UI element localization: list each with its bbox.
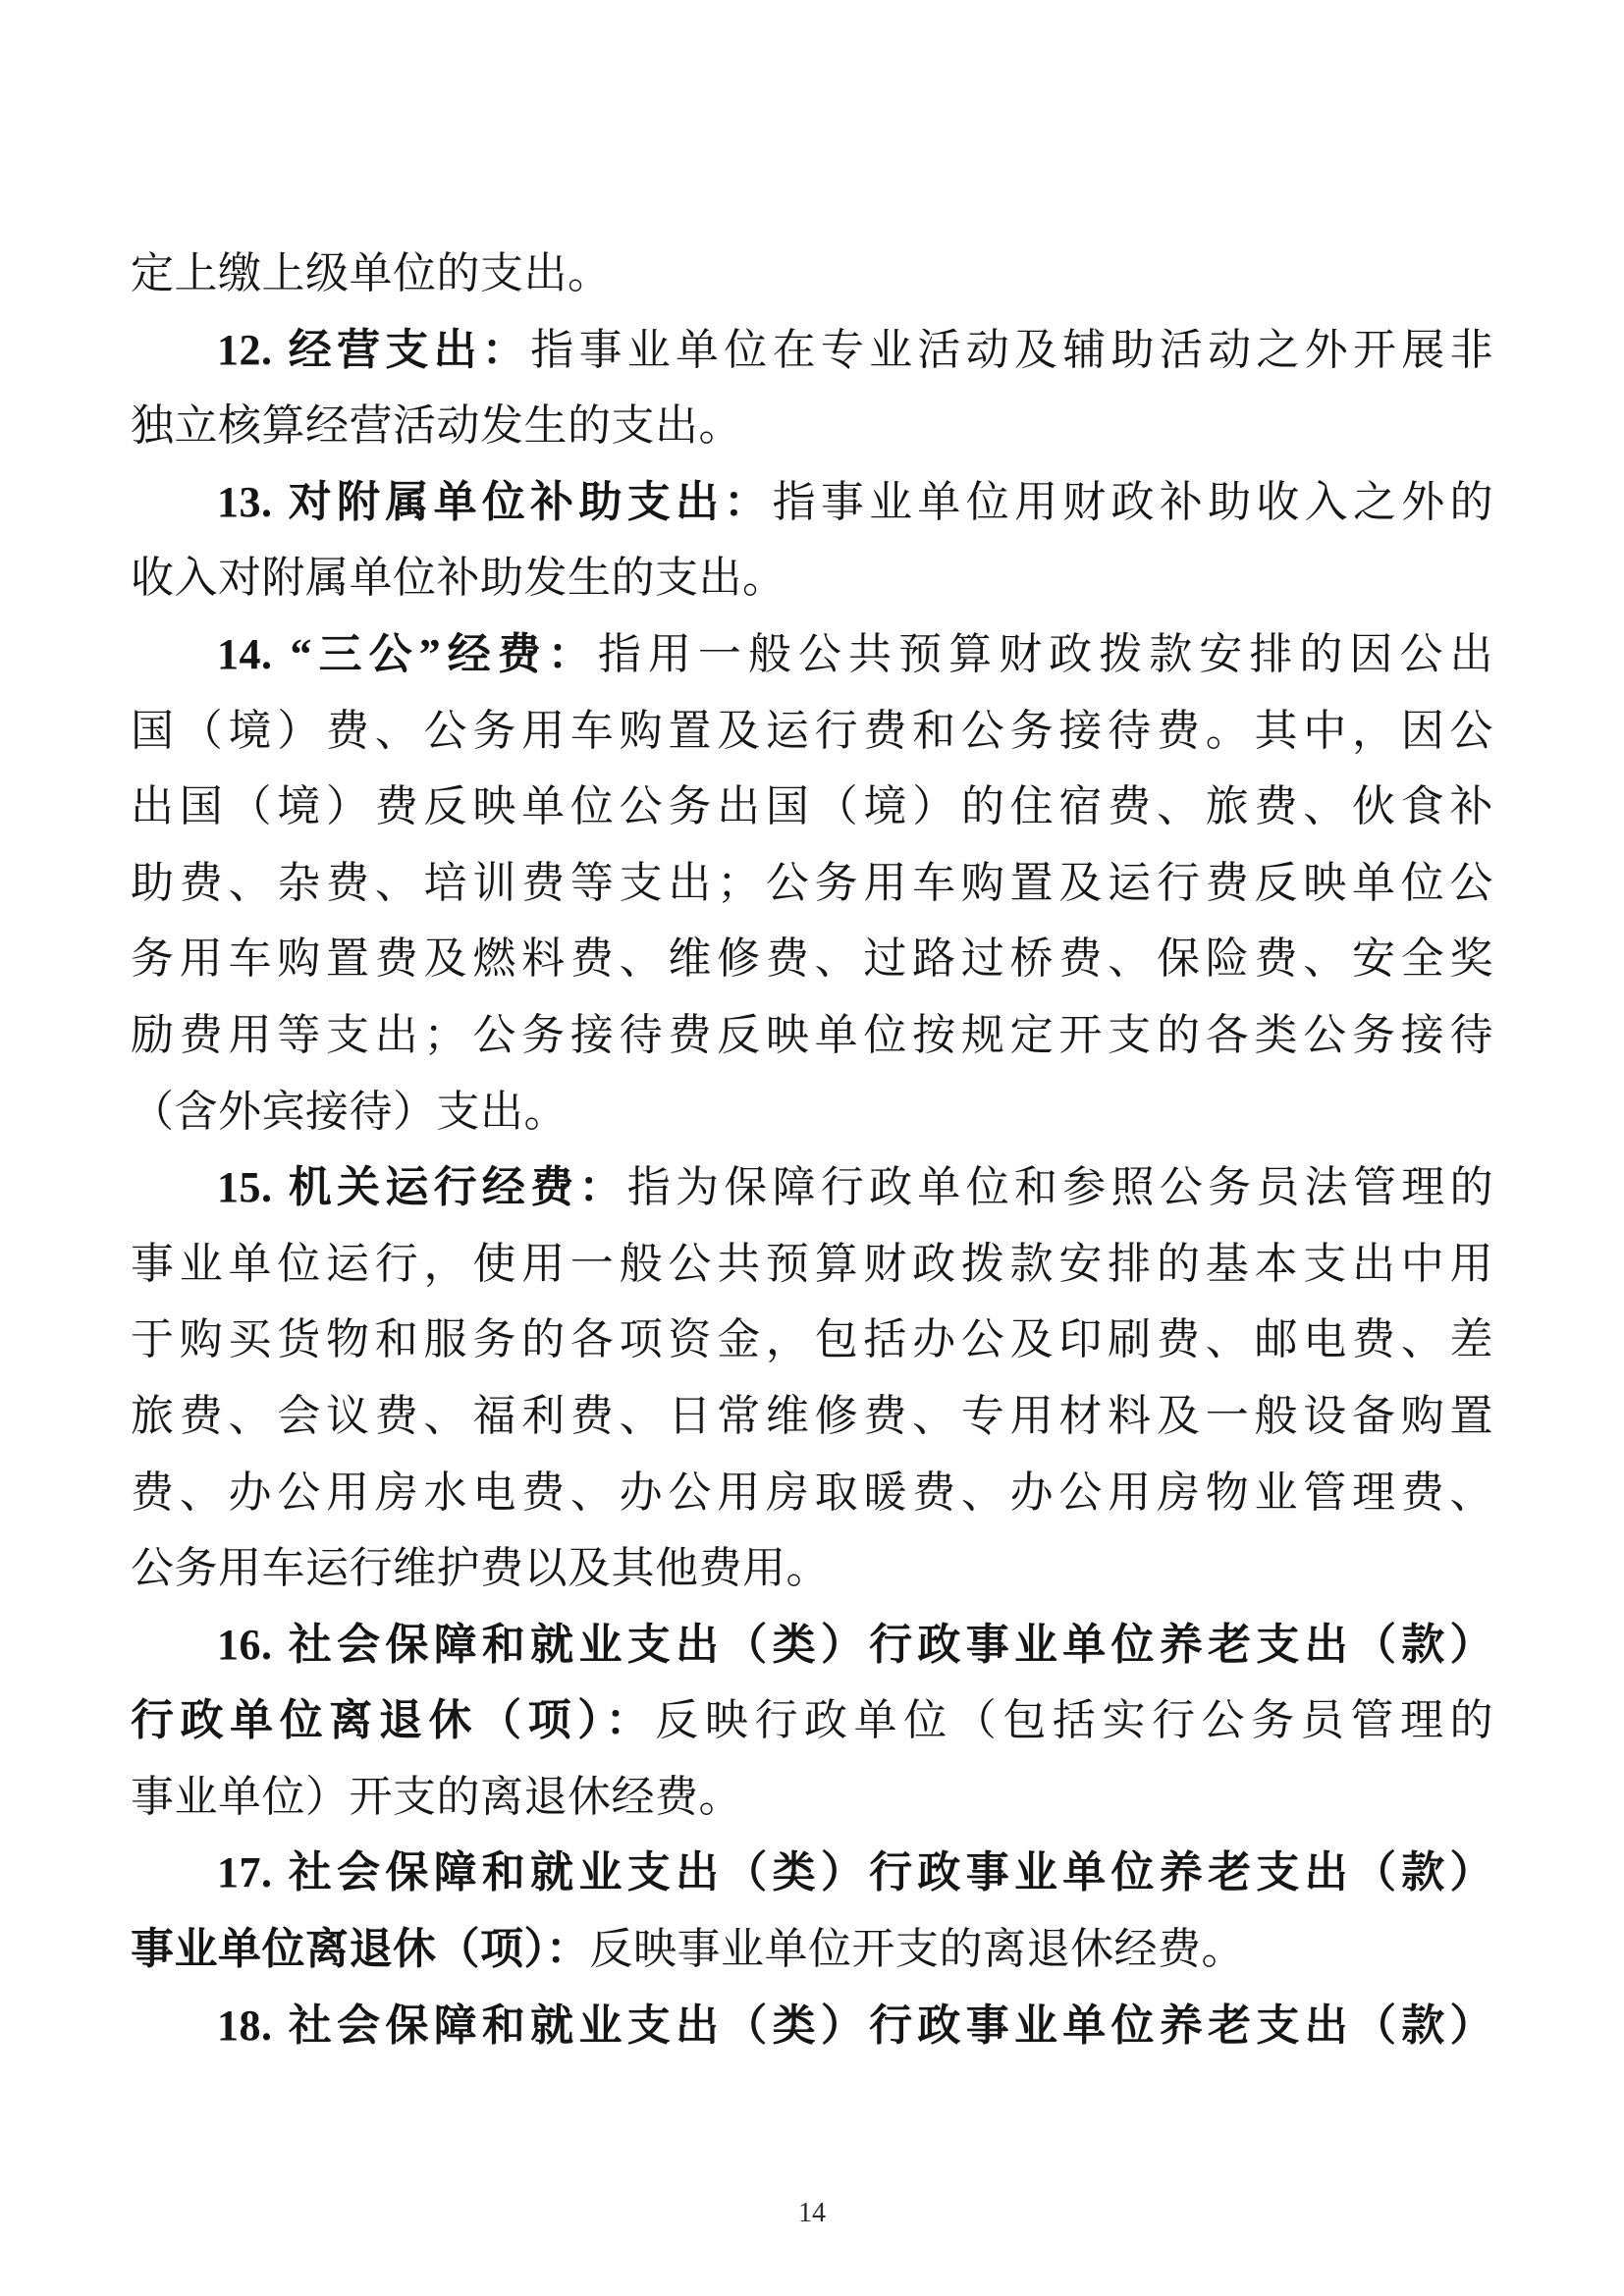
text-line	[131, 1226, 1493, 1303]
text-line	[131, 693, 1493, 770]
text-segment: 定上缴上级单位的支出。	[131, 249, 612, 297]
text-segment-bold: 16. 社会保障和就业支出（类）行政事业单位养老支出（款）	[217, 1620, 1493, 1669]
text-line	[131, 1682, 1493, 1759]
text-segment: 公务用车运行维护费以及其他费用。	[131, 1544, 830, 1593]
text-segment: 务用车购置费及燃料费、维修费、过路过桥费、保险费、安全奖	[131, 934, 1493, 984]
text-line	[131, 616, 1493, 693]
text-line	[131, 540, 1493, 616]
text-segment: 指为保障行政单位和参照公务员法管理的	[626, 1163, 1494, 1212]
text-segment-bold: 17. 社会保障和就业支出（类）行政事业单位养老支出（款）	[217, 1848, 1493, 1897]
text-line	[131, 769, 1493, 845]
page-number: 14	[798, 2198, 826, 2228]
text-segment-bold: 12. 经营支出：	[217, 325, 531, 374]
text-line	[131, 997, 1493, 1074]
text-line	[131, 921, 1493, 997]
text-line	[131, 236, 1493, 312]
text-segment: 国（境）费、公务用车购置及运行费和公务接待费。其中，因公	[131, 706, 1493, 755]
text-line	[131, 1455, 1493, 1531]
text-line	[131, 1607, 1493, 1683]
text-segment-bold: 15. 机关运行经费：	[217, 1163, 627, 1212]
text-line	[131, 1835, 1493, 1911]
text-segment: 独立核算经营活动发生的支出。	[131, 401, 742, 451]
text-segment-bold: 14. “三公”经费：	[217, 629, 598, 678]
text-line	[131, 845, 1493, 922]
text-segment: 收入对附属单位补助发生的支出。	[131, 554, 786, 603]
text-segment: 事业单位运行，使用一般公共预算财政拨款安排的基本支出中用	[131, 1239, 1493, 1288]
document-body	[131, 236, 1493, 2063]
text-segment: 事业单位）开支的离退休经费。	[131, 1772, 742, 1821]
text-line	[131, 1911, 1493, 1988]
text-line	[131, 464, 1493, 541]
text-segment: 反映行政单位（包括实行公务员管理的	[655, 1696, 1494, 1745]
text-segment: 出国（境）费反映单位公务出国（境）的住宿费、旅费、伙食补	[131, 782, 1493, 831]
text-segment: 费、办公用房水电费、办公用房取暖费、办公用房物业管理费、	[131, 1468, 1493, 1517]
text-line	[131, 1988, 1493, 2064]
text-segment: 指事业单位在专业活动及辅助活动之外开展非	[530, 325, 1494, 374]
text-segment: 反映事业单位开支的离退休经费。	[589, 1925, 1245, 1974]
text-segment-bold: 13. 对附属单位补助支出：	[217, 477, 773, 526]
text-line	[131, 1530, 1493, 1607]
text-segment: 指事业单位用财政补助收入之外的	[772, 477, 1494, 526]
text-line	[131, 1302, 1493, 1378]
text-segment: 励费用等支出；公务接待费反映单位按规定开支的各类公务接待	[131, 1010, 1493, 1059]
text-line	[131, 1759, 1493, 1836]
text-line	[131, 1378, 1493, 1455]
text-segment-bold: 事业单位离退休（项）：	[131, 1925, 590, 1974]
text-segment: 于购买货物和服务的各项资金，包括办公及印刷费、邮电费、差	[131, 1315, 1493, 1364]
text-segment: （含外宾接待）支出。	[131, 1087, 568, 1136]
text-segment: 指用一般公共预算财政拨款安排的因公出	[597, 629, 1494, 678]
text-segment: 旅费、会议费、福利费、日常维修费、专用材料及一般设备购置	[131, 1391, 1493, 1440]
text-segment-bold: 18. 社会保障和就业支出（类）行政事业单位养老支出（款）	[217, 2001, 1493, 2050]
text-line	[131, 1149, 1493, 1226]
text-line	[131, 312, 1493, 389]
text-line	[131, 388, 1493, 464]
text-segment: 助费、杂费、培训费等支出；公务用车购置及运行费反映单位公	[131, 858, 1493, 907]
text-line	[131, 1074, 1493, 1150]
text-segment-bold: 行政单位离退休（项）：	[131, 1696, 656, 1745]
